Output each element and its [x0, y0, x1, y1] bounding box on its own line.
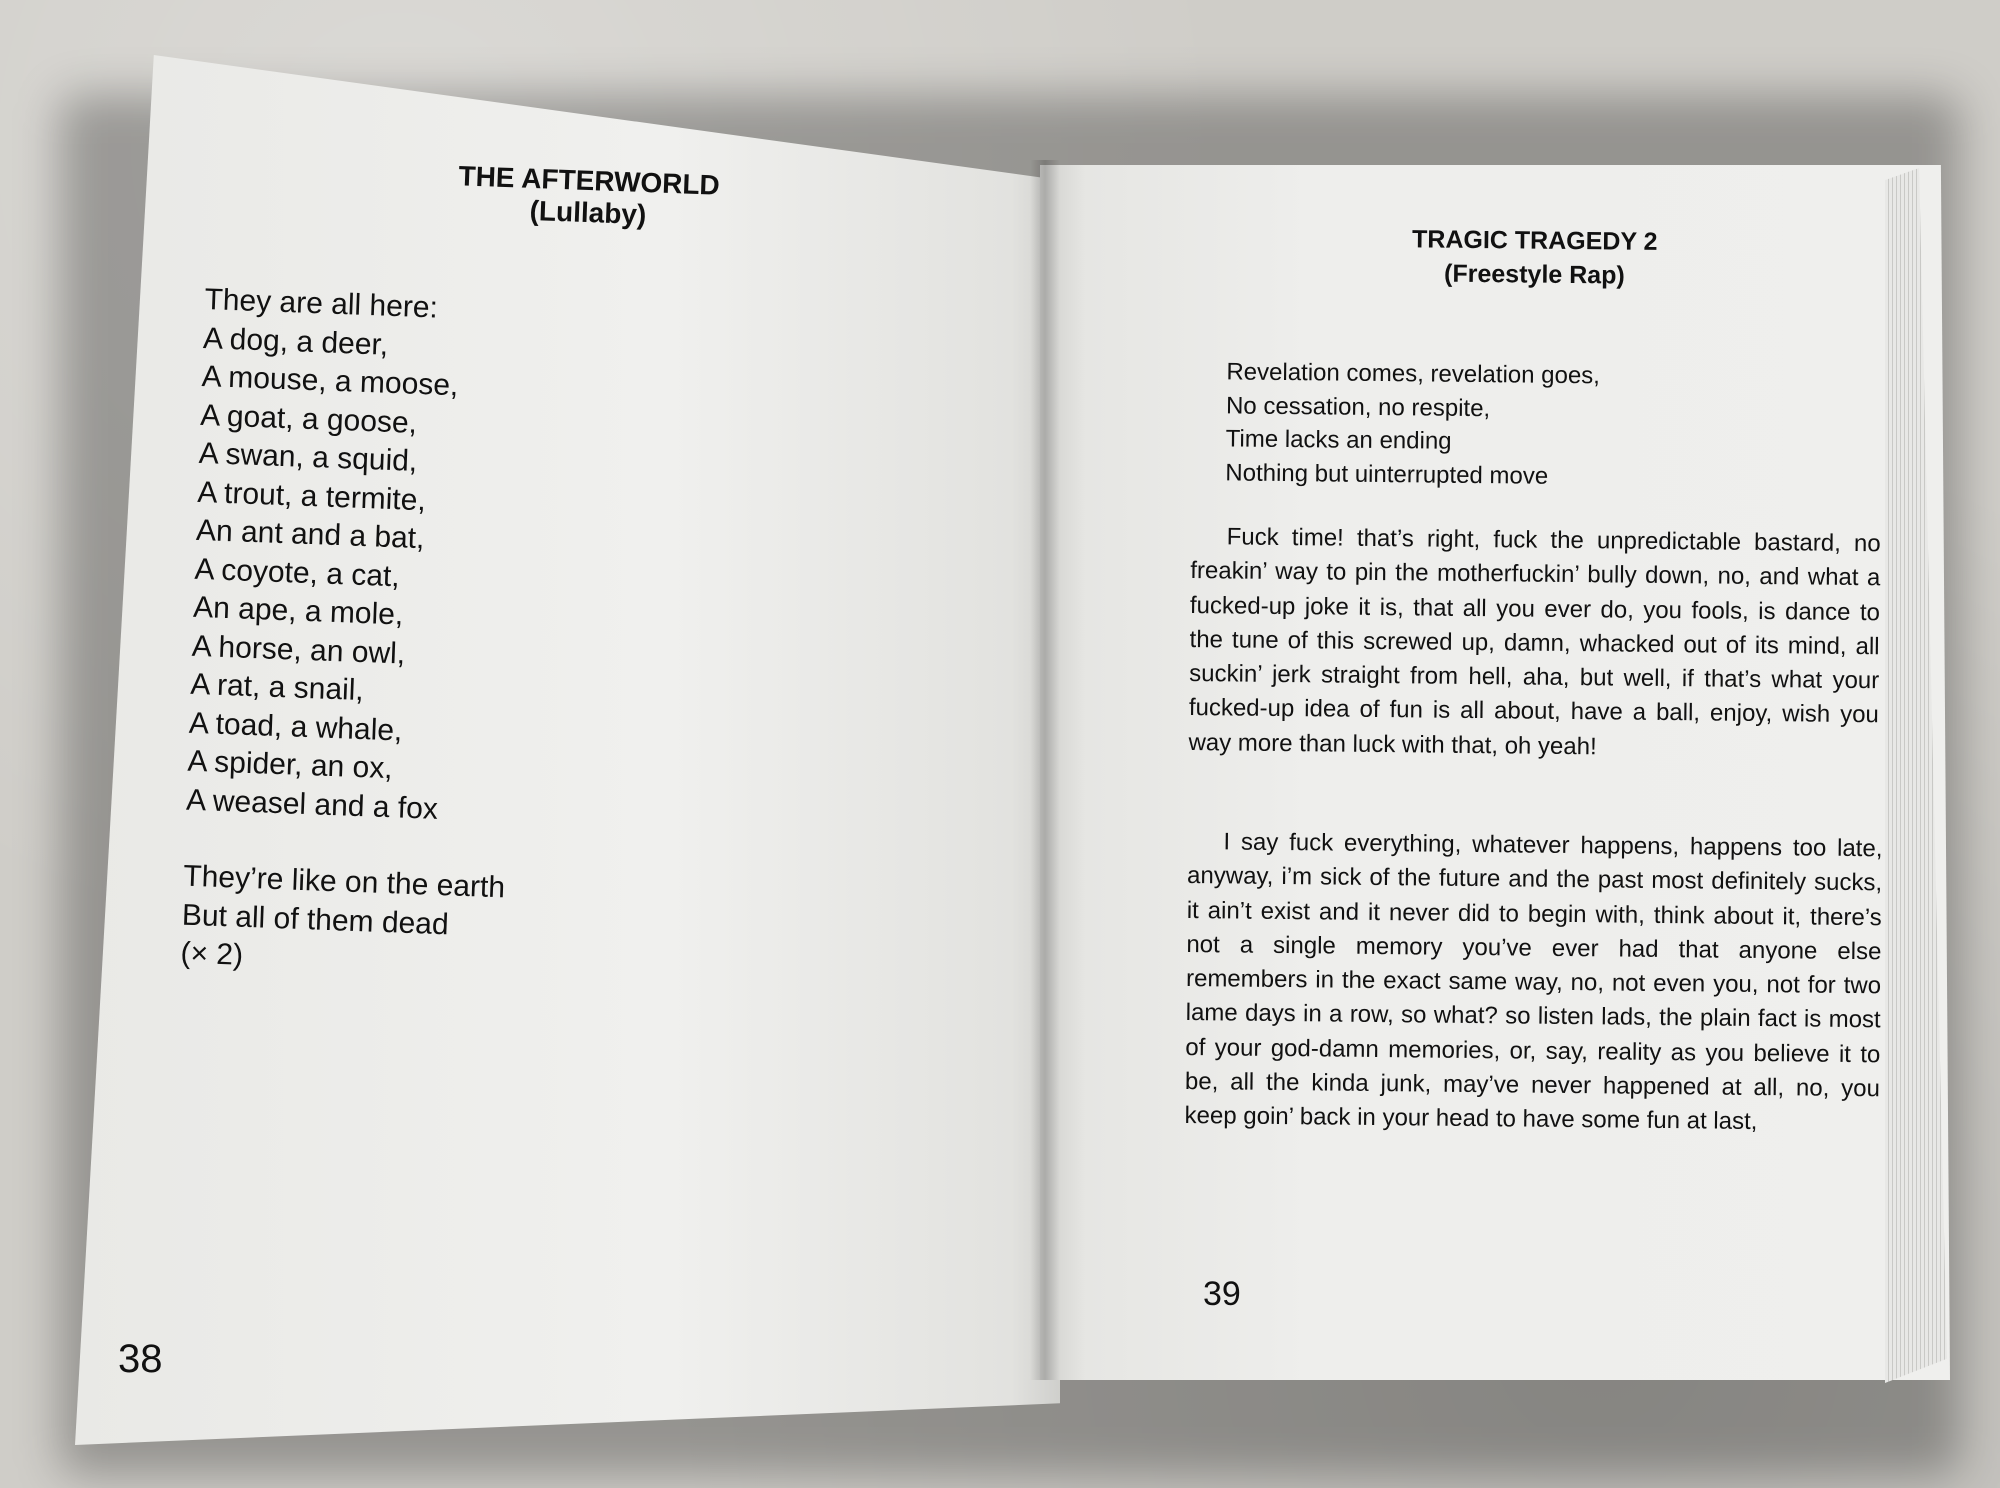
- chorus-line: They’re like on the earth: [182, 859, 506, 905]
- right-subtitle: (Freestyle Rap): [1443, 259, 1625, 290]
- book-spine: [1030, 160, 1060, 1380]
- poem-line: A coyote, a cat,: [194, 552, 401, 593]
- poem-line: A goat, a goose,: [199, 398, 418, 440]
- prose-paragraph-1: Fuck time! that’s right, fuck the unpredictable bastard, no freakin’ way to pin the motherfuckin’ bully down, no, and what a fucked-up joke it is, that all you ever do, you fools, is dance to the tune of this screwed up, damn, whacked out of its mind, all suckin’ jerk straight from hell, aha, but well, if that’s what your fucked-up idea of fun is all about, have a ball, enjoy, wish you way more than luck with that, oh yeah!: [1188, 523, 1881, 761]
- right-title-block: [1334, 222, 1735, 294]
- left-page-number: 38: [118, 1337, 163, 1381]
- left-subtitle: (Lullaby): [529, 194, 647, 231]
- opening-stanza: [1225, 355, 1600, 493]
- right-page-number: 39: [1203, 1275, 1241, 1313]
- lullaby-poem: [180, 281, 527, 985]
- stanza-line: No cessation, no respite,: [1225, 391, 1491, 422]
- poem-line: A weasel and a fox: [185, 783, 439, 826]
- poem-line: A swan, a squid,: [198, 436, 418, 478]
- stanza-line: Revelation comes, revelation goes,: [1226, 358, 1601, 390]
- poem-line: A mouse, a moose,: [201, 359, 459, 403]
- prose-paragraph-2: I say fuck everything, whatever happens, happens too late, anyway, i’m sick of the future and the past most definitely sucks, it ain’t exist and it never did to begin with, think about it, there’s not a single memory you’ve ever had that anyone else remembers in the exact same way, no, not even you, not for two lame days in a row, so what? so listen lads, the plain fact is most of your god-damn memories, or, say, reality as you believe it to be, all the kinda junk, may’ve never happened at all, no, you keep goin’ back in your head to have some fun at last,: [1184, 828, 1883, 1136]
- poem-line: A rat, a snail,: [189, 667, 365, 708]
- poem-line: An ant and a bat,: [195, 513, 426, 556]
- poem-line: An ape, a mole,: [192, 590, 404, 632]
- poem-line: A trout, a termite,: [196, 475, 427, 517]
- right-page: [1040, 165, 1950, 1380]
- right-title: TRAGIC TRAGEDY 2: [1411, 225, 1658, 256]
- stanza-line: Nothing but uinterrupted move: [1225, 458, 1549, 490]
- chorus-line: But all of them dead: [181, 898, 450, 941]
- poem-line: A toad, a whale,: [188, 706, 403, 748]
- poem-line: A horse, an owl,: [191, 629, 406, 671]
- poem-line: A spider, an ox,: [187, 744, 394, 786]
- chorus-repeat: (× 2): [179, 936, 244, 972]
- poem-line: They are all here:: [203, 283, 439, 325]
- poem-line: A dog, a deer,: [202, 321, 389, 362]
- left-title: THE AFTERWORLD: [458, 160, 721, 201]
- stanza-line: Time lacks an ending: [1225, 425, 1452, 455]
